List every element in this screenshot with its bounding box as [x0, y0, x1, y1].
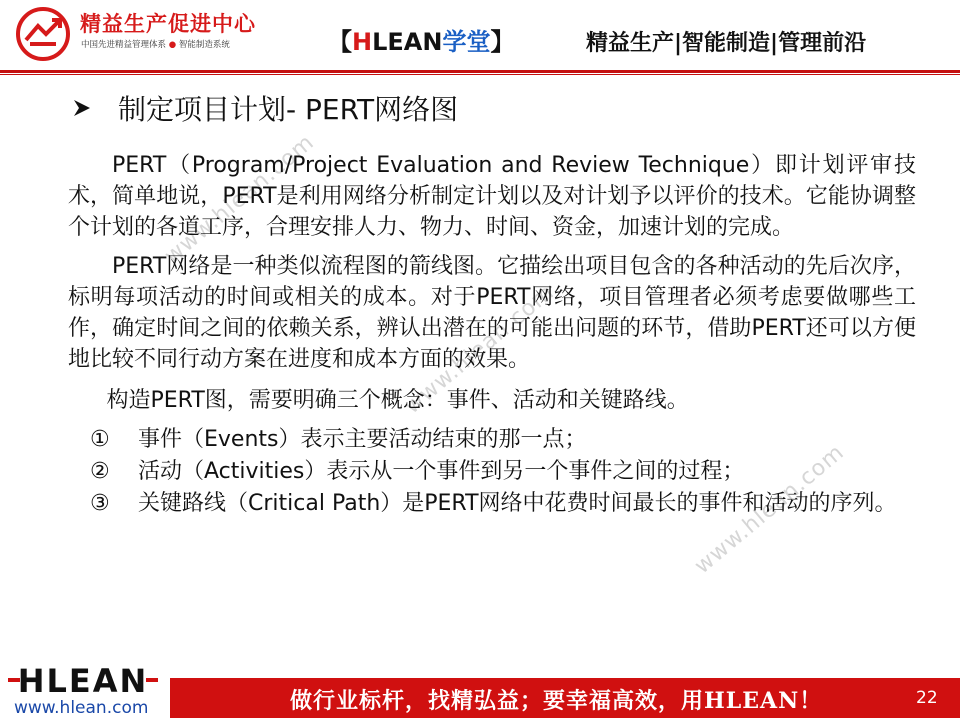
- separator-dot-icon: ●: [168, 40, 177, 50]
- center-logo-icon: [12, 6, 74, 62]
- page-number: 22: [916, 688, 938, 708]
- footer-slogan: 做行业标杆，找精弘益；要幸福高效，用HLEAN！: [290, 688, 823, 714]
- brand-xuetang: 学堂: [442, 28, 491, 56]
- logo-subtitle: [81, 38, 230, 50]
- list-item-text: 关键路线（Critical Path）是PERT网络中花费时间最长的事件和活动的序列。: [138, 491, 897, 516]
- list-item: [68, 488, 916, 519]
- brand-bracket-close: 】: [490, 28, 515, 56]
- footer-url: www.hlean.com: [14, 698, 149, 718]
- intro-line: 构造PERT图，需要明确三个概念：事件、活动和关键路线。: [106, 388, 689, 413]
- brand-bracket-open: 【: [328, 28, 352, 56]
- list-number: ①: [90, 427, 110, 452]
- brand-name: [328, 22, 514, 57]
- body-paragraph: PERT网络是一种类似流程图的箭线图。它描绘出项目包含的各种活动的先后次序，标明每项活动的时间或相关的成本。对于PERT网络，项目管理者必须考虑要做哪些工作，确定时间之间的依赖关系，辨认出潜在的可能出问题的环节，借助PERT还可以方便地比较不同行动方案在进度和成本方面的效果。: [68, 254, 916, 372]
- watermark: www.hlean.com: [400, 279, 560, 420]
- slide-header: [0, 0, 960, 74]
- watermark: www.hlean.com: [160, 129, 320, 270]
- header-divider: [0, 70, 960, 73]
- concept-list: [68, 424, 916, 519]
- slide-title: 制定项目计划- PERT网络图: [118, 93, 459, 126]
- logo-subtitle-right: 智能制造系统: [178, 40, 230, 50]
- watermark: www.hlean.com: [690, 439, 850, 580]
- logo-title: 精益生产促进中心: [80, 12, 256, 36]
- list-item-text: 活动（Activities）表示从一个事件到另一个事件之间的过程；: [138, 459, 745, 484]
- brand-lean: LEAN: [372, 28, 443, 56]
- slide-body: [68, 150, 916, 520]
- arrow-bullet-icon: [72, 98, 92, 118]
- list-item: [68, 424, 916, 455]
- hlean-logo-icon: [8, 660, 158, 700]
- list-number: ③: [90, 491, 110, 516]
- slide-footer: [0, 660, 960, 720]
- brand-h: H: [352, 28, 373, 56]
- header-tagline: 精益生产|智能制造|管理前沿: [586, 31, 867, 56]
- list-item: [68, 456, 916, 487]
- list-number: ②: [90, 459, 110, 484]
- slide-title-row: [72, 88, 458, 128]
- logo-subtitle-left: 中国先进精益管理体系: [81, 40, 167, 50]
- footer-logo-text: HLEAN: [17, 662, 149, 700]
- body-paragraph: PERT（Program/Project Evaluation and Review Technique）即计划评审技术，简单地说，PERT是利用网络分析制定计划以及对计划予以评价的技术。它能协调整个计划的各道工序，合理安排人力、物力、时间、资金，加速计划的完成。: [68, 153, 916, 240]
- list-item-text: 事件（Events）表示主要活动结束的那一点；: [138, 427, 587, 452]
- header-divider-thin: [0, 74, 960, 75]
